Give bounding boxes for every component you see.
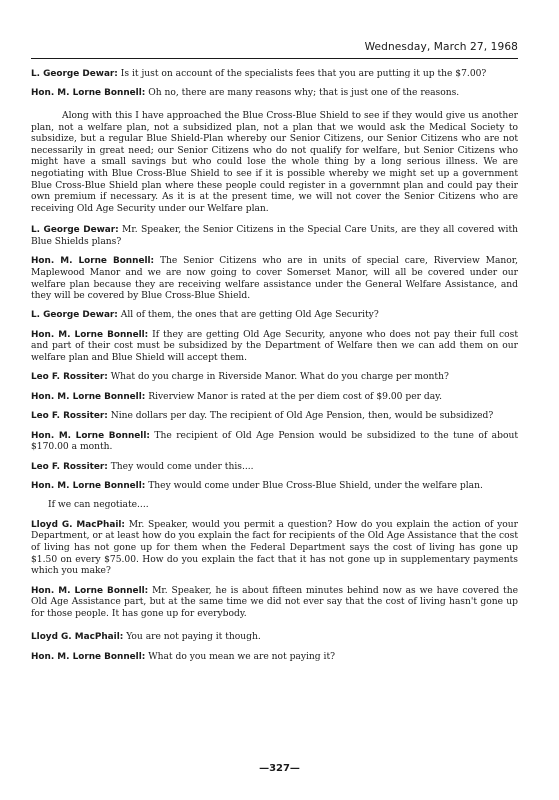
transcript-entry [31, 652, 518, 664]
speaker-name: Hon. M. Lorne Bonnell: [31, 481, 146, 491]
page-header-date: Wednesday, March 27, 1968 [364, 41, 518, 53]
transcript-entry [31, 632, 518, 644]
entry-text: What do you mean we are not paying it? [148, 651, 336, 662]
entry-text: Riverview Manor is rated at the per diem cost of $9.00 per day. [148, 391, 442, 402]
transcript-entry [31, 392, 518, 404]
entry-text: Oh no, there are many reasons why; that is just one of the reasons. [148, 88, 460, 99]
speaker-name: Lloyd G. MacPhail: [31, 519, 125, 530]
transcript-entry [31, 225, 518, 248]
transcript-entry [31, 69, 518, 81]
transcript-entry [31, 431, 518, 454]
entry-text: All of them, the ones that are getting Old Age Security? [120, 310, 379, 321]
speaker-name: Leo F. Rossiter: [31, 461, 108, 472]
transcript-entry [31, 372, 518, 384]
entry-text: If they are getting Old Age Security, anyone who does not pay their full cost and part of their cost must be subsidized by the Department of Welfare then we can add them on our welfare plan and Blue Shield will accept them. [31, 329, 518, 364]
speaker-name: L. George Dewar: [31, 225, 119, 236]
speaker-name: Hon. M. Lorne Bonnell: [31, 651, 146, 662]
page-number: —327— [259, 763, 300, 774]
entry-text: They would come under this.... [110, 461, 254, 472]
speaker-name: Hon. M. Lorne Bonnell: [31, 88, 146, 99]
transcript-entry [31, 481, 518, 493]
entry-text: The recipient of Old Age Pension would be subsidized to the tune of about $170.00 a month. [31, 430, 518, 453]
entry-text: They would come under Blue Cross-Blue Shield, under the welfare plan. [148, 481, 483, 491]
transcript-entry [31, 256, 518, 302]
transcript-entry [31, 520, 518, 578]
speaker-name: Hon. M. Lorne Bonnell: [31, 329, 149, 340]
transcript-entry [31, 88, 518, 100]
speaker-name: Hon. M. Lorne Bonnell: [31, 256, 155, 267]
speaker-name: Leo F. Rossiter: [31, 411, 108, 422]
entry-text: The Senior Citizens who are in units of special care, Riverview Manor, Maplewood Manor and we are now going to cover Somerset Manor, will all be covered under our welfare plan because they are receiving welfare assistance under the General Welfare Assistance, and they will be covered by Blue Cross-Blue Shield. [31, 256, 519, 302]
speaker-name: Hon. M. Lorne Bonnell: [31, 430, 150, 441]
entry-text: Mr. Speaker, would you permit a question? How do you explain the action of your Department, or at least how do you explain the fact for recipients of the Old Age Assistance that the cost of living has not gone up for them when the Federal Department says the cost of living has gone up $1.50 on every $75.00. How do you explain the fact that it has not gone up in supplementary payments which you make? [31, 519, 519, 577]
entry-text: You are not paying it though. [126, 632, 261, 643]
header-rule [31, 58, 518, 59]
speaker-name: L. George Dewar: [31, 310, 118, 321]
transcript-paragraph: If we can negotiate.... [48, 500, 149, 511]
speaker-name: Hon. M. Lorne Bonnell: [31, 391, 146, 402]
entry-text: Nine dollars per day. The recipient of Old Age Pension, then, would be subsidized? [110, 411, 494, 422]
transcript-entry [31, 310, 518, 322]
transcript-entry [31, 586, 518, 621]
entry-text: Is it just on account of the specialists fees that you are putting it up the $7.00? [120, 69, 487, 79]
transcript-body [31, 69, 518, 663]
speaker-name: Leo F. Rossiter: [31, 372, 108, 383]
transcript-entry [31, 411, 518, 423]
speaker-name: Hon. M. Lorne Bonnell: [31, 585, 149, 596]
speaker-name: Lloyd G. MacPhail: [31, 632, 124, 643]
entry-text: Mr. Speaker, he is about fifteen minutes behind now as we have covered the Old Age Assistance part, but at the same time we did not ever say that the cost of living hasn't gone up for those people. It has gone up for everybody. [31, 585, 518, 619]
entry-text: Mr. Speaker, the Senior Citizens in the Special Care Units, are they all covered with Blue Shields plans? [31, 225, 519, 247]
transcript-paragraph: Along with this I have approached the Blue Cross-Blue Shield to see if they would give us another plan, not a welfare plan, not a subsidized plan, not a plan that we would ask the Medical Society to subsidize, but a regular Blue Shield-Plan whereby our Senior Citizens, our Senior Citizens who are not necessarily in great need; our Senior Citizens who do not qualify for welfare, but Senior Citizens who might have a small savings but who could lose the whole thing by a long serious illness. We are negotiating with Blue Cross-Blue Shield to see if it is possible whereby we might set up a government Blue Cross-Blue Shield plan where these people could register in a governmnt plan and could pay their own premium if necessary. As it is at the present time, we will not cover the Senior Citizens who are receiving Old Age Security under our Welfare plan. [31, 110, 518, 214]
transcript-entry [31, 462, 518, 474]
entry-text: What do you charge in Riverside Manor. What do you charge per month? [110, 372, 449, 383]
transcript-entry [31, 330, 518, 365]
speaker-name: L. George Dewar: [31, 69, 118, 79]
